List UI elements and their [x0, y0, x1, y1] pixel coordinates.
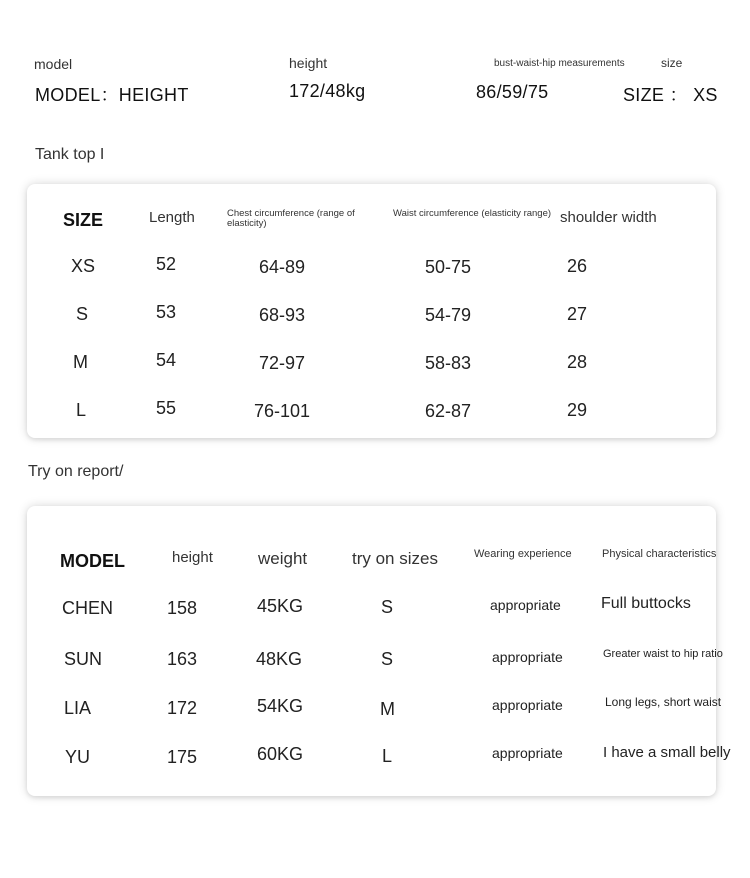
experience-cell: appropriate — [492, 649, 563, 665]
chest-cell: 76-101 — [254, 401, 311, 421]
tryon-table-title: Try on report/ — [28, 463, 124, 480]
model-label: model — [34, 56, 73, 72]
size-cell: XS — [71, 256, 96, 276]
height-cell: 163 — [167, 649, 198, 669]
chest-cell: 72-97 — [259, 353, 306, 373]
waist-cell: 58-83 — [425, 353, 472, 373]
length-cell: 55 — [156, 398, 177, 418]
length-header: Length — [149, 209, 195, 226]
size-label: size — [661, 56, 683, 70]
tryon-size-cell: M — [380, 699, 395, 719]
shoulder-cell: 26 — [567, 256, 588, 276]
model-cell: CHEN — [62, 598, 114, 618]
weight-cell: 45KG — [257, 596, 304, 616]
size-cell: L — [76, 400, 87, 420]
shoulder-cell: 28 — [567, 352, 588, 372]
model-cell: LIA — [64, 698, 92, 718]
size-value: SIZE ： XS — [623, 85, 718, 105]
height-cell: 172 — [167, 698, 198, 718]
chest-cell: 64-89 — [259, 257, 306, 277]
experience-cell: appropriate — [492, 745, 563, 761]
chest-header: Chest circumference (range of elasticity) — [227, 208, 355, 229]
physical-cell: I have a small belly — [603, 744, 731, 761]
height-label: height — [289, 55, 328, 71]
height-cell: 158 — [167, 598, 198, 618]
experience-header: Wearing experience — [474, 548, 572, 560]
waist-cell: 50-75 — [425, 257, 472, 277]
physical-cell: Greater waist to hip ratio — [603, 648, 723, 660]
tryon-table-card — [27, 506, 731, 796]
tryon-size-cell: S — [381, 597, 394, 617]
waist-header: Waist circumference (elasticity range) — [393, 208, 552, 219]
bwh-value: 86/59/75 — [476, 82, 549, 102]
chest-cell: 68-93 — [259, 305, 306, 325]
size-table-card — [27, 184, 716, 438]
waist-cell: 62-87 — [425, 401, 472, 421]
height-cell: 175 — [167, 747, 198, 767]
model-cell: YU — [65, 747, 91, 767]
length-cell: 54 — [156, 350, 177, 370]
length-cell: 52 — [156, 254, 177, 274]
size-table-title: Tank top I — [35, 146, 105, 163]
size-cell: S — [76, 304, 89, 324]
experience-cell: appropriate — [490, 597, 561, 613]
length-cell: 53 — [156, 302, 177, 322]
shoulder-cell: 27 — [567, 304, 588, 324]
tryon-height-header: height — [172, 549, 213, 566]
weight-cell: 54KG — [257, 696, 304, 716]
weight-header: weight — [258, 549, 308, 568]
size-cell: M — [73, 352, 88, 372]
model-value: MODEL：HEIGHT — [35, 85, 189, 105]
physical-cell: Full buttocks — [601, 595, 691, 612]
size-header: SIZE — [63, 210, 104, 230]
bwh-label: bust-waist-hip measurements — [494, 58, 625, 69]
tryon-size-cell: L — [382, 746, 393, 766]
weight-cell: 48KG — [256, 649, 303, 669]
waist-cell: 54-79 — [425, 305, 472, 325]
physical-header: Physical characteristics — [602, 548, 717, 560]
experience-cell: appropriate — [492, 697, 563, 713]
shoulder-header: shoulder width — [560, 209, 657, 226]
model-cell: SUN — [64, 649, 103, 669]
tryon-size-cell: S — [381, 649, 394, 669]
shoulder-cell: 29 — [567, 400, 588, 420]
physical-cell: Long legs, short waist — [605, 695, 722, 709]
model-header: MODEL — [60, 551, 125, 571]
height-value: 172/48kg — [289, 81, 366, 101]
sizes-header: try on sizes — [352, 549, 438, 568]
weight-cell: 60KG — [257, 744, 304, 764]
